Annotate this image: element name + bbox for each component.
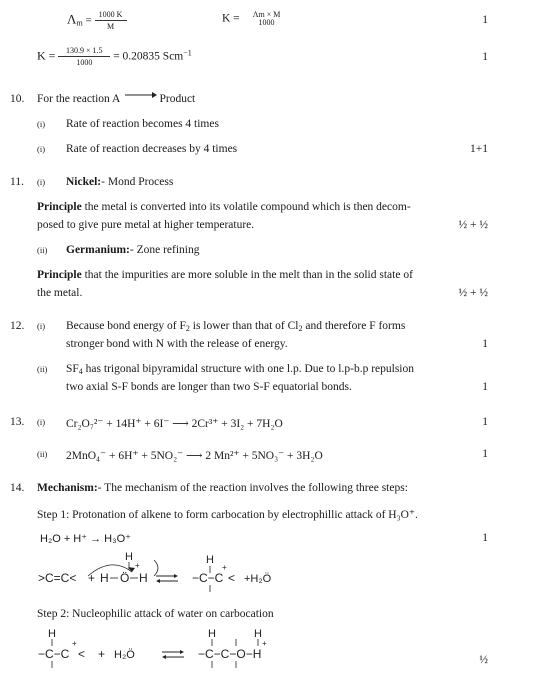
q10-item-2-text: Rate of reaction decreases by 4 times [66,143,238,155]
question-number-12: 12. [10,320,25,332]
subscript: 4 [78,367,83,376]
svg-text:<: < [228,571,236,585]
arrow-icon [123,90,157,102]
item-label: (i) [37,417,46,427]
q10-item-2 [37,143,45,155]
principle-text: that the impurities are more soluble in the melt than in the solid state of [81,269,413,281]
nickel-title: Nickel: [66,176,102,188]
question-number-14: 14. [10,482,25,494]
svg-text:>C=C<: >C=C< [38,571,77,585]
mark-q14-1: 1 [482,532,488,544]
lambda-subscript: m [76,18,83,28]
svg-text:H: H [100,571,109,585]
q13-equation-ii: 2MnO₄⁻ + 6H⁺ + 5NO₂⁻ ⟶ 2 Mn²⁺ + 5NO₃⁻ + 3H₂O [66,450,323,462]
fraction-k-value [58,46,110,67]
q10-item-1 [37,118,45,130]
text-part: has trigonal bipyramidal structure with one l.p. Due to l.p-b.p repulsion [82,363,414,375]
svg-text:H: H [206,554,214,566]
q12-ii-line2: two axial S-F bonds are longer than two S-F equatorial bonds. [66,381,352,393]
fraction-k [243,10,291,27]
step2-reaction-diagram [36,626,336,674]
q10-item-1-text: Rate of reaction becomes 4 times [66,118,219,130]
subscript: 2 [298,324,303,333]
text-part: is lower than that of Cl [189,320,299,332]
lambda-formula: $\Lambda_m$ = $\frac{1000 K}{M}$ [67,10,127,31]
mark-q13-i: 1 [482,416,488,428]
germanium-title: Germanium: [66,244,130,256]
q11-principle-ii-line1 [37,269,413,281]
item-label: (i) [37,177,46,187]
q14-heading [37,482,408,494]
svg-text:H: H [208,628,216,640]
svg-text:+: + [88,571,96,585]
q11-i-heading [66,176,173,188]
q13-ii-label [37,448,47,460]
q12-i-label [37,320,45,332]
principle-label: Principle [37,269,82,281]
question-number-10: 10. [10,93,25,105]
q11-principle-ii-line2: the metal. [37,287,83,299]
germanium-desc: - Zone refining [129,244,200,256]
fraction-numerator: Λm × M [252,10,281,19]
q11-principle-i-line2: posed to give pure metal at higher temperature. [37,219,255,231]
mark-q12-i: 1 [482,338,488,350]
svg-text:+: + [222,563,227,572]
item-label: (i) [37,144,46,154]
text-part: Because bond energy of F [66,320,186,332]
svg-text:H: H [139,571,148,585]
k-formula [222,10,291,27]
q11-i-label [37,176,45,188]
q10-intro [37,93,195,105]
q13-i-label [37,416,45,428]
fraction-denominator: 1000 [76,58,93,68]
q14-step1: Step 1: Protonation of alkene to form carbocation by electrophillic attack of H₃O⁺. [37,509,418,521]
fraction-numerator: 1000 K [95,10,127,21]
k-label: K = [37,48,56,63]
item-label: (ii) [37,245,48,255]
fraction-1000k-m [95,10,127,31]
k-value-formula [37,46,192,67]
q10-intro-text: For the reaction A [37,93,120,105]
svg-text:+: + [262,639,267,648]
mark-q11-ii: ½ + ½ [458,287,488,299]
text-part: and therefore F forms [302,320,406,332]
item-label: (i) [37,321,46,331]
svg-text:H: H [254,628,262,640]
k-label: K = [222,12,240,25]
mechanism-title: Mechanism: [37,482,98,494]
text-part: SF [66,363,79,375]
step1-reaction-diagram [36,552,336,598]
svg-text:H₂Ö: H₂Ö [114,649,135,661]
k-result: = 0.20835 Scm [113,50,184,63]
svg-text:−C−C: −C−C [38,647,70,661]
q12-ii-line1 [66,363,414,376]
svg-text:−C−C: −C−C [192,571,224,585]
q13-equation-i: Cr₂O₇²⁻ + 14H⁺ + 6I⁻ ⟶ 2Cr³⁺ + 3I₂ + 7H₂O [66,418,283,430]
mechanism-intro: - The mechanism of the reaction involves the following three steps: [97,482,408,494]
subscript: 2 [185,324,190,333]
mark-q14-2: ½ [479,654,488,666]
nickel-desc: - Mond Process [101,176,174,188]
principle-label: Principle [37,201,82,213]
svg-text:H: H [48,628,56,640]
svg-text:+H₂Ö: +H₂Ö [244,573,272,585]
fraction-denominator: M [106,22,115,32]
k-result-exponent: −1 [183,48,192,58]
mark-q10: 1+1 [470,143,488,155]
mark-q11-i: ½ + ½ [458,219,488,231]
item-label: (ii) [37,449,48,459]
mark-k-value: 1 [482,51,488,63]
svg-text:+: + [135,561,140,570]
q11-ii-label [37,244,47,256]
svg-text:<: < [78,647,86,661]
q12-ii-label [37,363,47,375]
q12-i-line1 [66,320,405,333]
q11-ii-heading [66,244,200,256]
principle-text: the metal is converted into its volatile compound which is then decom- [81,201,411,213]
question-number-13: 13. [10,416,25,428]
item-label: (i) [37,119,46,129]
svg-text:+: + [72,639,77,648]
item-label: (ii) [37,364,48,374]
svg-text:Ö: Ö [120,571,130,585]
fraction-denominator: 1000 [258,18,275,28]
svg-text:−C−C−O−H: −C−C−O−H [198,647,262,661]
question-number-11: 11. [10,176,24,188]
q11-principle-i-line1 [37,201,411,213]
mark-formula-top: 1 [482,14,488,26]
q14-equation-1: H₂O + H⁺ → H₃O⁺ [40,533,131,545]
lambda-symbol: Λ [67,11,77,27]
q10-product: Product [159,93,196,105]
q14-step2: Step 2: Nucleophilic attack of water on carbocation [37,608,274,620]
svg-text:+: + [98,647,106,661]
q12-i-line2: stronger bond with N with the release of energy. [66,338,288,350]
svg-text:H: H [125,552,133,563]
mark-q13-ii: 1 [482,448,488,460]
mark-q12-ii: 1 [482,381,488,393]
fraction-numerator: 130.9 × 1.5 [58,46,110,57]
